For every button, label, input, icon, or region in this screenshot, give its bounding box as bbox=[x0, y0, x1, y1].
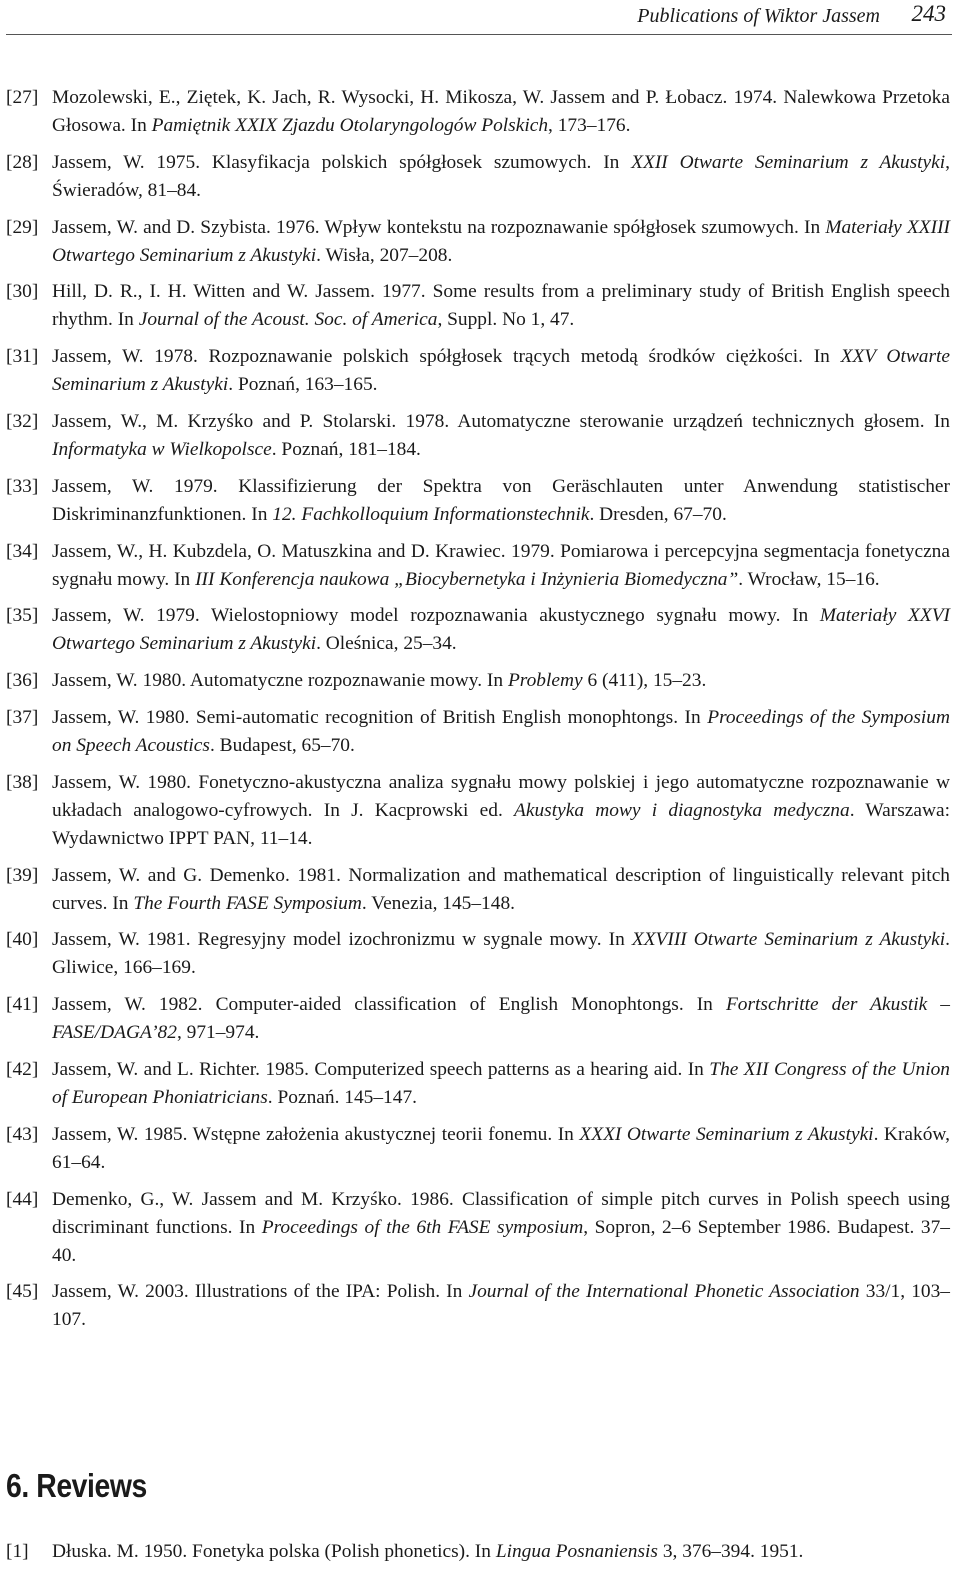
reference-text-segment: . Wisła, 207–208. bbox=[316, 244, 453, 266]
reference-text bbox=[52, 1281, 950, 1330]
reference-text-segment: . Dresden, 67–70. bbox=[589, 503, 727, 525]
reference-entry bbox=[6, 1121, 950, 1177]
reference-text bbox=[52, 605, 950, 654]
reference-text-segment: Jassem, W. 1981. Regresyjny model izochronizmu w sygnale mowy. In bbox=[52, 929, 632, 951]
reference-text-segment: 33/1, 103–107. bbox=[52, 1281, 950, 1331]
reference-number: [43] bbox=[6, 1123, 39, 1145]
reference-source-title: The XII Congress of the Union of European Phoniatricians bbox=[52, 1058, 950, 1108]
reference-text-segment: Jassem, W. 1975. Klasyfikacja polskich spółgłosek szumowych. In bbox=[52, 151, 632, 173]
reference-text-segment: Jassem, W. 1982. Computer-aided classification of English Monophtongs. In bbox=[52, 994, 726, 1016]
reference-entry bbox=[6, 343, 950, 399]
reference-text bbox=[52, 152, 950, 201]
reference-entry bbox=[6, 602, 950, 658]
reference-entry bbox=[6, 667, 950, 695]
reference-source-title: Materiały XXIII Otwartego Seminarium z Akustyki bbox=[52, 216, 950, 266]
reference-number: [34] bbox=[6, 540, 39, 562]
reference-text bbox=[52, 994, 950, 1043]
reference-source-title: XXII Otwarte Seminarium z Akustyki bbox=[631, 151, 946, 173]
reference-text bbox=[52, 1541, 803, 1562]
reference-number: [45] bbox=[6, 1281, 39, 1303]
reviews-list bbox=[6, 1538, 950, 1575]
reference-text-segment: . Oleśnica, 25–34. bbox=[316, 633, 457, 655]
reference-text-segment: . Gliwice, 166–169. bbox=[52, 929, 950, 979]
reference-source-title: Lingua Posnaniensis bbox=[495, 1541, 658, 1562]
reference-text-segment: . Warszawa: Wydawnictwo IPPT PAN, 11–14. bbox=[52, 799, 950, 849]
reference-text-segment: Jassem, W. 1979. Klassifizierung der Spektra von Geräschlauten unter Anwendung statistischer Diskriminanzfunktionen. In bbox=[52, 475, 950, 525]
reference-number: [40] bbox=[6, 929, 39, 951]
reference-text-segment: Jassem, W. and G. Demenko. 1981. Normalization and mathematical description of linguistically relevant pitch curves. In bbox=[52, 864, 950, 914]
reference-entry bbox=[6, 926, 950, 982]
reference-entry bbox=[6, 408, 950, 464]
reference-text-segment: , Sopron, 2–6 September 1986. Budapest. 37–40. bbox=[52, 1216, 950, 1266]
reference-source-title: Materiały XXVI Otwartego Seminarium z Akustyki bbox=[52, 605, 950, 655]
reference-text-segment: Jassem, W. 1980. Automatyczne rozpoznawanie mowy. In bbox=[52, 670, 508, 692]
reference-number: [28] bbox=[6, 151, 39, 173]
reference-source-title: Pamiętnik XXIX Zjazdu Otolaryngologów Polskich bbox=[151, 115, 549, 136]
reference-number: [39] bbox=[6, 864, 39, 886]
reference-text bbox=[52, 346, 950, 395]
reference-source-title: Proceedings of the 6th FASE symposium bbox=[261, 1216, 584, 1238]
reference-text-segment: 3, 376–394. 1951. bbox=[657, 1541, 804, 1562]
page-number: 243 bbox=[911, 1, 946, 26]
reference-entry bbox=[6, 1538, 950, 1566]
reference-source-title: XXXI Otwarte Seminarium z Akustyki bbox=[579, 1123, 874, 1145]
reference-text-segment: Jassem, W. and D. Szybista. 1976. Wpływ kontekstu na rozpoznawanie spółgłosek szumowych. In bbox=[52, 216, 826, 238]
reference-number: [32] bbox=[6, 410, 39, 432]
reference-text-segment: , 971–974. bbox=[176, 1022, 260, 1044]
reference-number: [36] bbox=[6, 670, 39, 692]
reference-text bbox=[52, 1124, 950, 1173]
reference-text-segment: Hill, D. R., I. H. Witten and W. Jassem. 1977. Some results from a preliminary study of British English speech rhythm. In bbox=[52, 281, 950, 331]
reference-number: [27] bbox=[6, 87, 39, 108]
running-header-title: Publications of Wiktor Jassem bbox=[637, 5, 880, 27]
reference-text bbox=[52, 929, 950, 978]
reference-text-segment: Jassem, W., H. Kubzdela, O. Matuszkina and D. Krawiec. 1979. Pomiarowa i percepcyjna segmentacja fonetyczna sygnału mowy. In bbox=[52, 540, 950, 590]
reference-text-segment: Jassem, W. 1980. Semi-automatic recognition of British English monophtongs. In bbox=[52, 706, 708, 728]
reference-number: [1] bbox=[6, 1541, 29, 1562]
reference-text bbox=[52, 217, 950, 266]
reference-list bbox=[6, 84, 950, 1343]
reference-entry bbox=[6, 149, 950, 205]
reference-entry bbox=[6, 862, 950, 918]
reference-entry bbox=[6, 704, 950, 760]
reference-text bbox=[52, 670, 706, 691]
reference-number: [33] bbox=[6, 475, 39, 497]
reference-number: [38] bbox=[6, 771, 39, 793]
reference-source-title: III Konferencja naukowa „Biocybernetyka i Inżynieria Biomedyczna” bbox=[195, 568, 739, 590]
reference-number: [41] bbox=[6, 994, 39, 1016]
reference-entry bbox=[6, 769, 950, 853]
reference-number: [35] bbox=[6, 605, 39, 627]
reference-text-segment: . Budapest, 65–70. bbox=[209, 734, 355, 756]
reference-text-segment: . Poznań, 181–184. bbox=[271, 438, 421, 460]
reference-text bbox=[52, 476, 950, 525]
reference-text-segment: Jassem, W. 2003. Illustrations of the IPA: Polish. In bbox=[52, 1281, 469, 1303]
reference-entry bbox=[6, 991, 950, 1047]
reference-text bbox=[52, 411, 950, 460]
reference-text-segment: 6 (411), 15–23. bbox=[582, 670, 707, 692]
reference-entry bbox=[6, 1186, 950, 1270]
reference-source-title: The Fourth FASE Symposium bbox=[133, 892, 362, 914]
reference-text bbox=[52, 281, 950, 330]
reference-text-segment: Jassem, W., M. Krzyśko and P. Stolarski. 1978. Automatyczne sterowanie urządzeń technicznych głosem. In bbox=[52, 410, 950, 432]
reference-source-title: Akustyka mowy i diagnostyka medyczna bbox=[514, 799, 850, 821]
reference-text-segment: Jassem, W. 1978. Rozpoznawanie polskich spółgłosek trących metodą środków ciężkości. In bbox=[52, 346, 841, 368]
reference-number: [44] bbox=[6, 1188, 39, 1210]
reference-number: [37] bbox=[6, 706, 39, 728]
reference-text-segment: Dłuska. M. 1950. Fonetyka polska (Polish phonetics). In bbox=[52, 1541, 496, 1562]
reference-entry bbox=[6, 84, 950, 140]
reference-text bbox=[52, 87, 950, 136]
reference-entry bbox=[6, 1056, 950, 1112]
reference-text-segment: Jassem, W. 1979. Wielostopniowy model rozpoznawania akustycznego sygnału mowy. In bbox=[52, 605, 820, 627]
reference-source-title: 12. Fachkolloquium Informationstechnik bbox=[272, 503, 590, 525]
reference-number: [31] bbox=[6, 346, 39, 368]
reference-text-segment: , Suppl. No 1, 47. bbox=[437, 309, 575, 331]
reference-text-segment: Jassem, W. and L. Richter. 1985. Computerized speech patterns as a hearing aid. In bbox=[52, 1058, 710, 1080]
reference-source-title: Journal of the International Phonetic Association bbox=[468, 1281, 860, 1303]
reference-number: [29] bbox=[6, 216, 39, 238]
reference-entry bbox=[6, 473, 950, 529]
reference-source-title: Informatyka w Wielkopolsce bbox=[52, 438, 272, 460]
reference-number: [42] bbox=[6, 1058, 39, 1080]
reference-text-segment: Demenko, G., W. Jassem and M. Krzyśko. 1986. Classification of simple pitch curves in Polish speech using discriminant functions. In bbox=[52, 1188, 950, 1238]
reference-text-segment: , Świeradów, 81–84. bbox=[52, 151, 950, 201]
section-heading-reviews: 6. Reviews bbox=[6, 1467, 147, 1504]
reference-source-title: Journal of the Acoust. Soc. of America bbox=[138, 309, 438, 331]
reference-text bbox=[52, 1059, 950, 1108]
reference-text-segment: . Wrocław, 15–16. bbox=[738, 568, 880, 590]
reference-text-segment: , 173–176. bbox=[548, 115, 631, 136]
reference-number: [30] bbox=[6, 281, 39, 303]
reference-source-title: Problemy bbox=[507, 670, 583, 692]
reference-text-segment: Jassem, W. 1985. Wstępne założenia akustycznej teorii fonemu. In bbox=[52, 1123, 580, 1145]
reference-text bbox=[52, 707, 950, 756]
reference-text bbox=[52, 541, 950, 590]
reference-entry bbox=[6, 1278, 950, 1334]
reference-text bbox=[52, 1189, 950, 1266]
reference-text bbox=[52, 865, 950, 914]
reference-source-title: XXV Otwarte Seminarium z Akustyki bbox=[52, 346, 950, 396]
reference-source-title: XXVIII Otwarte Seminarium z Akustyki bbox=[631, 929, 946, 951]
reference-entry bbox=[6, 278, 950, 334]
reference-entry bbox=[6, 214, 950, 270]
reference-text-segment: Mozolewski, E., Ziętek, K. Jach, R. Wysocki, H. Mikosza, W. Jassem and P. Łobacz. 1974. Nalewkowa Przetoka Głosowa. In bbox=[52, 87, 950, 136]
reference-entry bbox=[6, 538, 950, 594]
running-header bbox=[6, 0, 952, 35]
reference-text-segment: . Venezia, 145–148. bbox=[361, 892, 515, 914]
reference-text-segment: . Poznań, 163–165. bbox=[228, 374, 378, 396]
reference-text-segment: . Poznań. 145–147. bbox=[267, 1086, 417, 1108]
reference-source-title: Proceedings of the Symposium on Speech Acoustics bbox=[52, 706, 950, 756]
reference-text bbox=[52, 772, 950, 849]
reference-text-segment: . Kraków, 61–64. bbox=[52, 1123, 950, 1173]
reference-text-segment: Jassem, W. 1980. Fonetyczno-akustyczna analiza sygnału mowy polskiej i jego automatyczne rozpoznawanie w układach analogowo-cyfrowych. In J. Kacprowski ed. bbox=[52, 771, 950, 821]
reference-source-title: Fortschritte der Akustik – FASE/DAGA’82 bbox=[52, 994, 950, 1044]
